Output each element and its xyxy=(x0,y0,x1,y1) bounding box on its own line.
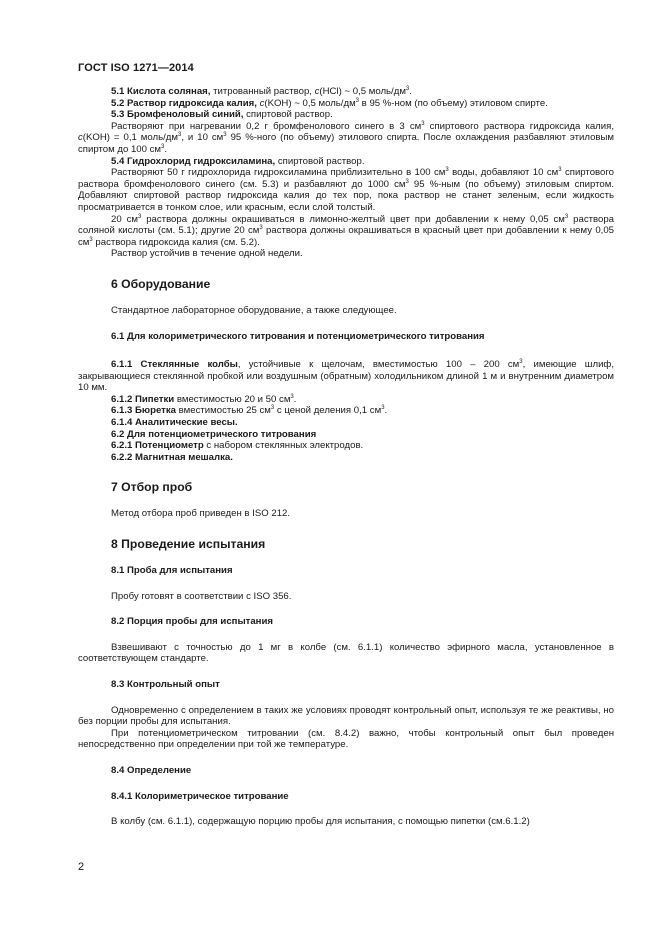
reagent-5-3-preparation: Растворяют при нагревании 0,2 г бромфенолового синего в 3 $см^3$ спиртового раствора гидроксида калия, c(KOH) = 0,1 моль/$дм^3$, и 10 $см^3$ 95 %-ного (по объему) этилового спирта. После охлаждения разбавляют этиловым спиртом до 100 $см^3$. xyxy=(78,120,615,155)
item-6-2-2: 6.2.2 Магнитная мешалка. xyxy=(111,451,233,463)
document-header: ГОСТ ISO 1271—2014 xyxy=(78,62,194,74)
reagent-5-1: 5.1 Кислота соляная, титрованный раствор, c(HCl) ~ 0,5 моль/$дм^3$. xyxy=(111,86,412,97)
subsection-6-1-title: 6.1 Для колориметрического титрования и потенциометрического титрования xyxy=(111,330,485,342)
subsection-6-2-title: 6.2 Для потенциометрического титрования xyxy=(111,428,317,440)
item-6-1-2: 6.1.2 Пипетки вместимостью 20 и 50 $см^3$. xyxy=(111,393,297,405)
page-number: 2 xyxy=(78,861,85,873)
reagent-5-4-check: 20 $см^3$ раствора должны окрашиваться в лимонно-желтый цвет при добавлении к нему 0,05 $см^3$ раствора соляной кислоты (см. 5.1); другие 20 $см^3$ раствора должны окрашиваться в красный цвет при добавлении к нему 0,05 $см^3$ раствора гидроксида калия (см. 5.2). xyxy=(78,213,614,248)
reagent-5-4-stability: Раствор устойчив в течение одной недели. xyxy=(111,248,303,260)
item-6-1-1: 6.1.1 Стеклянные колбы, устойчивые к щелочам, вместимостью 100 – 200 $см^3$, имеющие шлиф, закрывающиеся стеклянной пробкой или воздушным (обратным) холодильником длиной 1 м и внутренним диаметром 10 мм. xyxy=(78,359,614,394)
document-body xyxy=(78,86,614,828)
subsection-8-1-title: 8.1 Проба для испытания xyxy=(111,565,233,577)
subsection-8-4-1-title: 8.4.1 Колориметрическое титрование xyxy=(111,790,289,802)
reagent-5-4-preparation: Растворяют 50 г гидрохлорида гидроксиламина приблизительно в 100 $см^3$ воды, добавляют 10 $см^3$ спиртового раствора бромфенолового синего (см. 5.3) и разбавляют до 1000 $см^3$ 95 %-ным (по объему) этиловым спиртом. Добавляют спиртовой раствор гидроксида калия до тех пор, пока раствор не станет зеленым, если жидкость просматривается в тонком слое, или красным, если слой толстый. xyxy=(78,167,615,213)
section-6-title: 6 Оборудование xyxy=(111,276,211,291)
subsection-8-3-text-1: Одновременно с определением в таких же условиях проводят контрольный опыт, используя те же реактивы, но без порции пробы для испытания. xyxy=(78,704,614,728)
section-7-title: 7 Отбор проб xyxy=(111,480,193,495)
item-6-1-3: 6.1.3 Бюретка вместимостью 25 $см^3$ с ценой деления 0,1 $см^3$. xyxy=(111,405,388,417)
item-6-1-4: 6.1.4 Аналитические весы. xyxy=(111,417,238,429)
subsection-8-1-text: Пробу готовят в соответствии с ISO 356. xyxy=(111,590,292,602)
subsection-8-3-title: 8.3 Контрольный опыт xyxy=(111,679,220,690)
subsection-8-2-text: Взвешивают с точностью до 1 мг в колбе (см. 6.1.1) количество эфирного масла, установленное в соответствующем стандарте. xyxy=(78,641,614,665)
section-8-title: 8 Проведение испытания xyxy=(111,537,266,552)
reagent-5-3: 5.3 Бромфеноловый синий, спиртовой раствор. xyxy=(111,109,333,121)
subsection-8-4-1-text: В колбу (см. 6.1.1), содержащую порцию пробы для испытания, с помощью пипетки (см.6.1.2) xyxy=(111,816,530,828)
section-7-text: Метод отбора проб приведен в ISO 212. xyxy=(111,508,291,520)
item-6-2-1: 6.2.1 Потенциометр с набором стеклянных электродов. xyxy=(111,440,364,452)
section-6-intro: Стандартное лабораторное оборудование, а также следующее. xyxy=(111,304,397,316)
subsection-8-4-title: 8.4 Определение xyxy=(111,764,192,776)
reagent-5-4: 5.4 Гидрохлорид гидроксиламина, спиртовой раствор. xyxy=(111,155,365,167)
subsection-8-3-text-2: При потенциометрическом титровании (см. 8.4.2) важно, чтобы контрольный опыт был проведен непосредственно при определении при той же температуре. xyxy=(78,727,614,751)
subsection-8-2-title: 8.2 Порция пробы для испытания xyxy=(111,616,273,628)
reagent-5-2: 5.2 Раствор гидроксида калия, c(KOH) ~ 0,5 моль/$дм^3$ в 95 %-ном (по объему) этиловом спирте. xyxy=(111,97,548,109)
